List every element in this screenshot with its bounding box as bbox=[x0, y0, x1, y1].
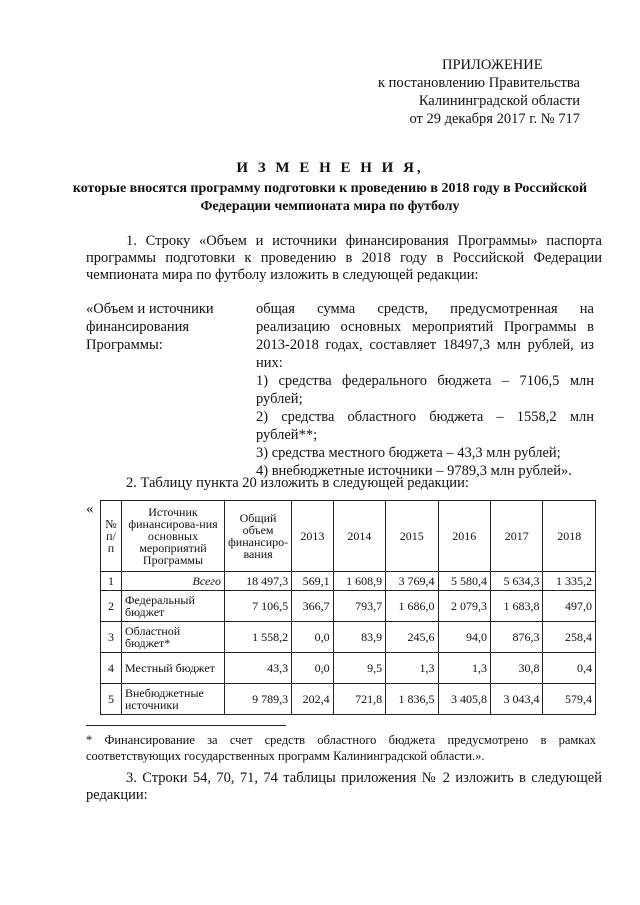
cell-num: 3 bbox=[101, 622, 122, 653]
cell-2016: 5 580,4 bbox=[438, 572, 490, 591]
paragraph-2: 2. Таблицу пункта 20 изложить в следующей редакции: bbox=[126, 475, 469, 491]
header-2017: 2017 bbox=[491, 501, 543, 572]
cell-2016: 2 079,3 bbox=[438, 591, 490, 622]
cell-2017: 30,8 bbox=[491, 653, 543, 684]
cell-source: Федеральный бюджет bbox=[122, 591, 225, 622]
cell-2016: 3 405,8 bbox=[438, 684, 490, 715]
table-row bbox=[101, 572, 596, 591]
footnote-divider bbox=[86, 725, 286, 726]
cell-2014: 793,7 bbox=[333, 591, 385, 622]
financing-table bbox=[100, 500, 596, 715]
cell-2017: 3 043,4 bbox=[491, 684, 543, 715]
funding-item-1: 1) средства федерального бюджета – 7106,5 млн рублей; bbox=[256, 373, 594, 407]
header-total: Общий объем финансиро-вания bbox=[225, 501, 292, 572]
funding-item-3: 3) средства местного бюджета – 43,3 млн рублей; bbox=[256, 445, 561, 461]
cell-2013: 366,7 bbox=[292, 591, 333, 622]
cell-2015: 1 686,0 bbox=[386, 591, 438, 622]
document-heading: И З М Е Н Е Н И Я, bbox=[236, 160, 424, 176]
cell-2014: 721,8 bbox=[333, 684, 385, 715]
table-row bbox=[101, 684, 596, 715]
cell-num: 1 bbox=[101, 572, 122, 591]
header-2015: 2015 bbox=[386, 501, 438, 572]
cell-total: 43,3 bbox=[225, 653, 292, 684]
cell-2018: 258,4 bbox=[543, 622, 596, 653]
cell-2018: 0,4 bbox=[543, 653, 596, 684]
cell-source: Областной бюджет* bbox=[122, 622, 225, 653]
cell-source: Всего bbox=[122, 572, 225, 591]
funding-label: «Объем и источники финансирования Программы: bbox=[86, 301, 214, 353]
appendix-line-2: к постановлению Правительства bbox=[378, 75, 580, 91]
appendix-line-4: от 29 декабря 2017 г. № 717 bbox=[409, 111, 580, 127]
funding-item-2: 2) средства областного бюджета – 1558,2 млн рублей**; bbox=[256, 409, 594, 443]
appendix-title: ПРИЛОЖЕНИЕ bbox=[442, 57, 543, 73]
cell-source: Местный бюджет bbox=[122, 653, 225, 684]
cell-2014: 83,9 bbox=[333, 622, 385, 653]
cell-2018: 497,0 bbox=[543, 591, 596, 622]
cell-total: 7 106,5 bbox=[225, 591, 292, 622]
table-header-row bbox=[101, 501, 596, 572]
header-2016: 2016 bbox=[438, 501, 490, 572]
cell-2014: 9,5 bbox=[333, 653, 385, 684]
table-open-quote: « bbox=[86, 501, 94, 517]
cell-total: 9 789,3 bbox=[225, 684, 292, 715]
table-row bbox=[101, 653, 596, 684]
cell-total: 18 497,3 bbox=[225, 572, 292, 591]
funding-intro: общая сумма средств, предусмотренная на реализацию основных мероприятий Программы в 2013-2018 годах, составляет 18497,3 млн рублей, из них: bbox=[256, 301, 594, 371]
cell-2013: 569,1 bbox=[292, 572, 333, 591]
cell-2018: 579,4 bbox=[543, 684, 596, 715]
header-source: Источник финансирова-ния основных мероприятий Программы bbox=[122, 501, 225, 572]
cell-2016: 94,0 bbox=[438, 622, 490, 653]
cell-source: Внебюджетные источники bbox=[122, 684, 225, 715]
cell-num: 5 bbox=[101, 684, 122, 715]
appendix-line-3: Калининградской области bbox=[418, 93, 580, 109]
cell-2013: 0,0 bbox=[292, 622, 333, 653]
cell-2013: 202,4 bbox=[292, 684, 333, 715]
funding-item-4: 4) внебюджетные источники – 9789,3 млн рублей». bbox=[256, 463, 572, 479]
cell-2013: 0,0 bbox=[292, 653, 333, 684]
header-2018: 2018 bbox=[543, 501, 596, 572]
cell-2015: 1,3 bbox=[386, 653, 438, 684]
funding-body bbox=[256, 300, 594, 480]
cell-2016: 1,3 bbox=[438, 653, 490, 684]
table-row bbox=[101, 622, 596, 653]
footnote: * Финансирование за счет средств областного бюджета предусмотрено в рамках соответствующих государственных программ Калининградской области.». bbox=[86, 733, 596, 763]
cell-num: 2 bbox=[101, 591, 122, 622]
cell-total: 1 558,2 bbox=[225, 622, 292, 653]
document-subtitle: которые вносятся программу подготовки к проведению в 2018 году в Российской Федерации чемпионата мира по футболу bbox=[72, 181, 588, 214]
cell-2015: 1 836,5 bbox=[386, 684, 438, 715]
paragraph-1: 1. Строку «Объем и источники финансирования Программы» паспорта программы подготовки к проведению в 2018 году в Российской Федерации чемпионата мира по футболу изложить в следующей редакции: bbox=[86, 233, 602, 283]
paragraph-3: 3. Строки 54, 70, 71, 74 таблицы приложения № 2 изложить в следующей редакции: bbox=[86, 770, 602, 803]
cell-2017: 1 683,8 bbox=[491, 591, 543, 622]
cell-2014: 1 608,9 bbox=[333, 572, 385, 591]
cell-num: 4 bbox=[101, 653, 122, 684]
header-2014: 2014 bbox=[333, 501, 385, 572]
header-2013: 2013 bbox=[292, 501, 333, 572]
table-row bbox=[101, 591, 596, 622]
appendix-header bbox=[330, 56, 580, 128]
cell-2018: 1 335,2 bbox=[543, 572, 596, 591]
header-num: № п/п bbox=[101, 501, 122, 572]
cell-2015: 3 769,4 bbox=[386, 572, 438, 591]
cell-2017: 876,3 bbox=[491, 622, 543, 653]
cell-2017: 5 634,3 bbox=[491, 572, 543, 591]
cell-2015: 245,6 bbox=[386, 622, 438, 653]
